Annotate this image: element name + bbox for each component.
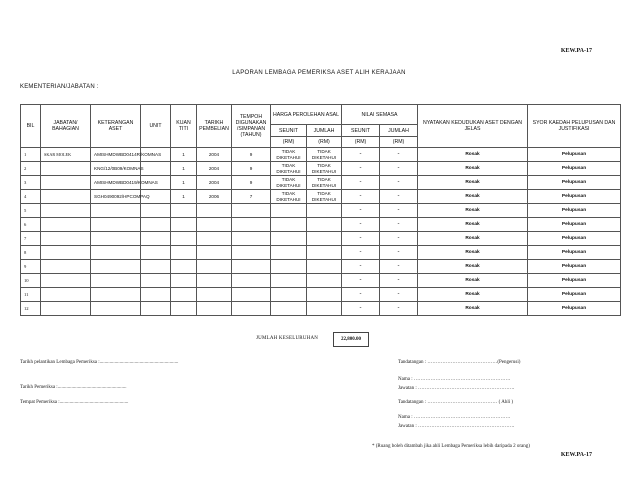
- cell-keterangan: [91, 204, 141, 218]
- cell-nilai-seunit: -: [342, 148, 380, 162]
- cell-kuantiti: [171, 302, 197, 316]
- cell-kuantiti: 1: [171, 190, 197, 204]
- cell-kedudukan: Rosak: [418, 176, 528, 190]
- cell-tempoh: 9: [232, 162, 271, 176]
- cell-tempoh: [232, 274, 271, 288]
- cell-jabatan: [41, 246, 91, 260]
- cell-kedudukan: Rosak: [418, 260, 528, 274]
- tempat-pemeriksa: Tempat Pemeriksa :.......................................................: [20, 400, 129, 405]
- cell-kedudukan: Rosak: [418, 288, 528, 302]
- cell-keterangan: [91, 218, 141, 232]
- cell-bil: 11: [21, 288, 41, 302]
- header-rm: (RM): [380, 137, 418, 148]
- cell-tempoh: [232, 260, 271, 274]
- ministry-label: KEMENTERIAN/JABATAN :: [20, 84, 99, 90]
- cell-unit: [141, 162, 171, 176]
- cell-jumlah: TIDAK DIKETAHUI: [307, 148, 342, 162]
- cell-nilai-jumlah: -: [380, 148, 418, 162]
- cell-jumlah: [307, 204, 342, 218]
- cell-kuantiti: [171, 218, 197, 232]
- cell-nilai-jumlah: -: [380, 302, 418, 316]
- cell-kedudukan: Rosak: [418, 302, 528, 316]
- header-tempoh: TEMPOH DIGUNAKAN /SIMPANAN (TAHUN): [232, 105, 271, 148]
- cell-bil: 6: [21, 218, 41, 232]
- cell-unit: [141, 274, 171, 288]
- cell-keterangan: AMISHMDWBD0419/KOMNAS: [91, 176, 141, 190]
- cell-seunit: [271, 260, 307, 274]
- cell-kuantiti: [171, 232, 197, 246]
- cell-syor: Pelupusan: [528, 204, 621, 218]
- total-value: 22,800.00: [333, 332, 369, 347]
- cell-kedudukan: Rosak: [418, 190, 528, 204]
- cell-unit: [141, 302, 171, 316]
- cell-kuantiti: [171, 260, 197, 274]
- cell-nilai-seunit: -: [342, 218, 380, 232]
- cell-bil: 7: [21, 232, 41, 246]
- cell-syor: Pelupusan: [528, 260, 621, 274]
- cell-jabatan: [41, 176, 91, 190]
- table-row: [21, 218, 621, 232]
- table-row: [21, 302, 621, 316]
- cell-kuantiti: 1: [171, 176, 197, 190]
- cell-unit: [141, 204, 171, 218]
- cell-seunit: [271, 204, 307, 218]
- cell-tarikh: [197, 260, 232, 274]
- form-code-bottom: KEW.PA-17: [560, 452, 592, 458]
- page-title: LAPORAN LEMBAGA PEMERIKSA ASET ALIH KERAJAAN: [232, 70, 406, 76]
- cell-nilai-seunit: -: [342, 204, 380, 218]
- header-unit: UNIT: [141, 105, 171, 148]
- footnote: * (Ruang boleh ditambah jika ahli Lembaga Pemeriksa lebih daripada 2 orang): [372, 444, 530, 449]
- cell-tempoh: [232, 288, 271, 302]
- table-row: [21, 288, 621, 302]
- cell-tarikh: 2004: [197, 176, 232, 190]
- cell-jabatan: [41, 190, 91, 204]
- cell-tempoh: [232, 232, 271, 246]
- tandatangan-ahli: Tandatangan : …………………………………… ( Ahli ): [398, 400, 514, 405]
- cell-jabatan: [41, 288, 91, 302]
- cell-kedudukan: Rosak: [418, 232, 528, 246]
- cell-syor: Pelupusan: [528, 190, 621, 204]
- cell-jabatan: [41, 274, 91, 288]
- total-label: JUMLAH KESELURUHAN: [256, 336, 319, 341]
- header-harga-seunit: SEUNIT: [271, 125, 307, 137]
- cell-seunit: [271, 288, 307, 302]
- cell-nilai-jumlah: -: [380, 218, 418, 232]
- cell-keterangan: SGH0490092/HPCOMPAQ: [91, 190, 141, 204]
- cell-jumlah: [307, 232, 342, 246]
- table-row: [21, 232, 621, 246]
- cell-nilai-jumlah: -: [380, 232, 418, 246]
- tandatangan-pengerusi: Tandatangan : ……………………………………(Pengerusi): [398, 360, 521, 365]
- cell-tarikh: [197, 288, 232, 302]
- header-rm: (RM): [271, 137, 307, 148]
- cell-nilai-jumlah: -: [380, 190, 418, 204]
- header-tarikh: TARIKH PEMBELIAN: [197, 105, 232, 148]
- table-row: [21, 274, 621, 288]
- cell-jabatan: [41, 218, 91, 232]
- cell-jabatan: [41, 232, 91, 246]
- cell-nilai-seunit: -: [342, 232, 380, 246]
- table-row: [21, 190, 621, 204]
- header-rm: (RM): [307, 137, 342, 148]
- cell-syor: Pelupusan: [528, 288, 621, 302]
- jawatan-ahli: Jawatan : ………………………………………………….: [398, 424, 515, 429]
- cell-keterangan: [91, 288, 141, 302]
- cell-kuantiti: 1: [171, 148, 197, 162]
- cell-bil: 10: [21, 274, 41, 288]
- cell-kedudukan: Rosak: [418, 162, 528, 176]
- cell-seunit: [271, 302, 307, 316]
- cell-seunit: TIDAK DIKETAHUI: [271, 148, 307, 162]
- cell-syor: Pelupusan: [528, 232, 621, 246]
- nama-pengerusi: Nama : ………………………………………………….: [398, 377, 511, 382]
- cell-nilai-seunit: -: [342, 288, 380, 302]
- cell-jumlah: [307, 274, 342, 288]
- cell-unit: [141, 246, 171, 260]
- cell-syor: Pelupusan: [528, 218, 621, 232]
- cell-syor: Pelupusan: [528, 274, 621, 288]
- cell-jumlah: TIDAK DIKETAHUI: [307, 176, 342, 190]
- cell-unit: [141, 218, 171, 232]
- cell-bil: 5: [21, 204, 41, 218]
- cell-kuantiti: [171, 288, 197, 302]
- header-nyatakan: NYATAKAN KEDUDUKAN ASET DENGAN JELAS: [418, 105, 528, 148]
- cell-jumlah: [307, 288, 342, 302]
- cell-tarikh: 2006: [197, 190, 232, 204]
- cell-tarikh: [197, 246, 232, 260]
- cell-seunit: [271, 232, 307, 246]
- cell-tarikh: [197, 232, 232, 246]
- cell-tarikh: [197, 274, 232, 288]
- cell-syor: Pelupusan: [528, 176, 621, 190]
- nama-ahli: Nama : ………………………………………………….: [398, 415, 511, 420]
- cell-nilai-jumlah: -: [380, 246, 418, 260]
- jawatan-pengerusi: Jawatan : ………………………………………………….: [398, 386, 515, 391]
- cell-nilai-seunit: -: [342, 274, 380, 288]
- cell-seunit: TIDAK DIKETAHUI: [271, 162, 307, 176]
- cell-kuantiti: [171, 204, 197, 218]
- table-row: [21, 260, 621, 274]
- cell-nilai-seunit: -: [342, 162, 380, 176]
- cell-nilai-seunit: -: [342, 176, 380, 190]
- cell-kedudukan: Rosak: [418, 274, 528, 288]
- cell-keterangan: [91, 246, 141, 260]
- cell-bil: 4: [21, 190, 41, 204]
- header-nilai: NILAI SEMASA: [342, 105, 418, 125]
- cell-tempoh: [232, 302, 271, 316]
- cell-tarikh: [197, 218, 232, 232]
- cell-kuantiti: [171, 274, 197, 288]
- cell-jabatan: SKAR MOLEK: [41, 148, 91, 162]
- tarikh-pemeriksa: Tarikh Pemeriksa :.......................................................: [20, 385, 127, 390]
- cell-syor: Pelupusan: [528, 162, 621, 176]
- cell-tarikh: [197, 204, 232, 218]
- header-keterangan: KETERANGAN ASET: [91, 105, 141, 148]
- cell-keterangan: [91, 302, 141, 316]
- table-row: [21, 148, 621, 162]
- cell-jumlah: [307, 218, 342, 232]
- cell-keterangan: AMISHMDWBD0414R/KOMNAS: [91, 148, 141, 162]
- cell-kedudukan: Rosak: [418, 148, 528, 162]
- asset-table: [20, 104, 621, 316]
- cell-tempoh: [232, 218, 271, 232]
- cell-nilai-jumlah: -: [380, 176, 418, 190]
- header-bil: BIL: [21, 105, 41, 148]
- cell-jabatan: [41, 204, 91, 218]
- cell-bil: 8: [21, 246, 41, 260]
- cell-nilai-seunit: -: [342, 190, 380, 204]
- cell-syor: Pelupusan: [528, 302, 621, 316]
- cell-nilai-jumlah: -: [380, 288, 418, 302]
- cell-jumlah: TIDAK DIKETAHUI: [307, 190, 342, 204]
- cell-syor: Pelupusan: [528, 246, 621, 260]
- header-syor: SYOR KAEDAH PELUPUSAN DAN JUSTIFIKASI: [528, 105, 621, 148]
- header-kuantiti: KUAN TITI: [171, 105, 197, 148]
- cell-nilai-seunit: -: [342, 302, 380, 316]
- cell-nilai-jumlah: -: [380, 260, 418, 274]
- table-row: [21, 176, 621, 190]
- cell-tempoh: [232, 246, 271, 260]
- cell-kedudukan: Rosak: [418, 246, 528, 260]
- cell-bil: 3: [21, 176, 41, 190]
- cell-jabatan: [41, 162, 91, 176]
- cell-seunit: TIDAK DIKETAHUI: [271, 176, 307, 190]
- cell-seunit: [271, 246, 307, 260]
- cell-tarikh: [197, 302, 232, 316]
- cell-kedudukan: Rosak: [418, 218, 528, 232]
- header-nilai-seunit: SEUNIT: [342, 125, 380, 137]
- table-row: [21, 204, 621, 218]
- cell-keterangan: [91, 260, 141, 274]
- cell-kuantiti: [171, 246, 197, 260]
- table-row: [21, 246, 621, 260]
- cell-keterangan: [91, 274, 141, 288]
- header-rm: (RM): [342, 137, 380, 148]
- cell-bil: 1: [21, 148, 41, 162]
- cell-nilai-jumlah: -: [380, 162, 418, 176]
- header-nilai-jumlah: JUMLAH: [380, 125, 418, 137]
- cell-bil: 2: [21, 162, 41, 176]
- header-harga-jumlah: JUMLAH: [307, 125, 342, 137]
- cell-tempoh: 9: [232, 148, 271, 162]
- cell-tempoh: 9: [232, 176, 271, 190]
- cell-bil: 12: [21, 302, 41, 316]
- cell-unit: [141, 288, 171, 302]
- cell-tempoh: 7: [232, 190, 271, 204]
- cell-jumlah: [307, 302, 342, 316]
- cell-nilai-seunit: -: [342, 246, 380, 260]
- cell-keterangan: KNG/12/0B09/KOMNAS: [91, 162, 141, 176]
- tarikh-pelantikan: Tarikh pelantikan Lembaga Pemeriksa :...............................................................: [20, 360, 179, 365]
- cell-seunit: TIDAK DIKETAHUI: [271, 190, 307, 204]
- cell-jabatan: [41, 302, 91, 316]
- cell-keterangan: [91, 232, 141, 246]
- form-code-top: KEW.PA-17: [560, 48, 592, 54]
- table-row: [21, 162, 621, 176]
- cell-nilai-seunit: -: [342, 260, 380, 274]
- cell-bil: 9: [21, 260, 41, 274]
- cell-seunit: [271, 218, 307, 232]
- cell-jumlah: TIDAK DIKETAHUI: [307, 162, 342, 176]
- cell-nilai-jumlah: -: [380, 274, 418, 288]
- cell-tarikh: 2004: [197, 148, 232, 162]
- cell-unit: [141, 260, 171, 274]
- cell-nilai-jumlah: -: [380, 204, 418, 218]
- cell-syor: Pelupusan: [528, 148, 621, 162]
- cell-jabatan: [41, 260, 91, 274]
- header-harga: HARGA PEROLEHAN ASAL: [271, 105, 342, 125]
- cell-tarikh: 2004: [197, 162, 232, 176]
- cell-unit: [141, 232, 171, 246]
- header-jabatan: JABATAN/ BAHAGIAN: [41, 105, 91, 148]
- cell-tempoh: [232, 204, 271, 218]
- cell-seunit: [271, 274, 307, 288]
- cell-kedudukan: Rosak: [418, 204, 528, 218]
- cell-jumlah: [307, 246, 342, 260]
- cell-jumlah: [307, 260, 342, 274]
- cell-kuantiti: 1: [171, 162, 197, 176]
